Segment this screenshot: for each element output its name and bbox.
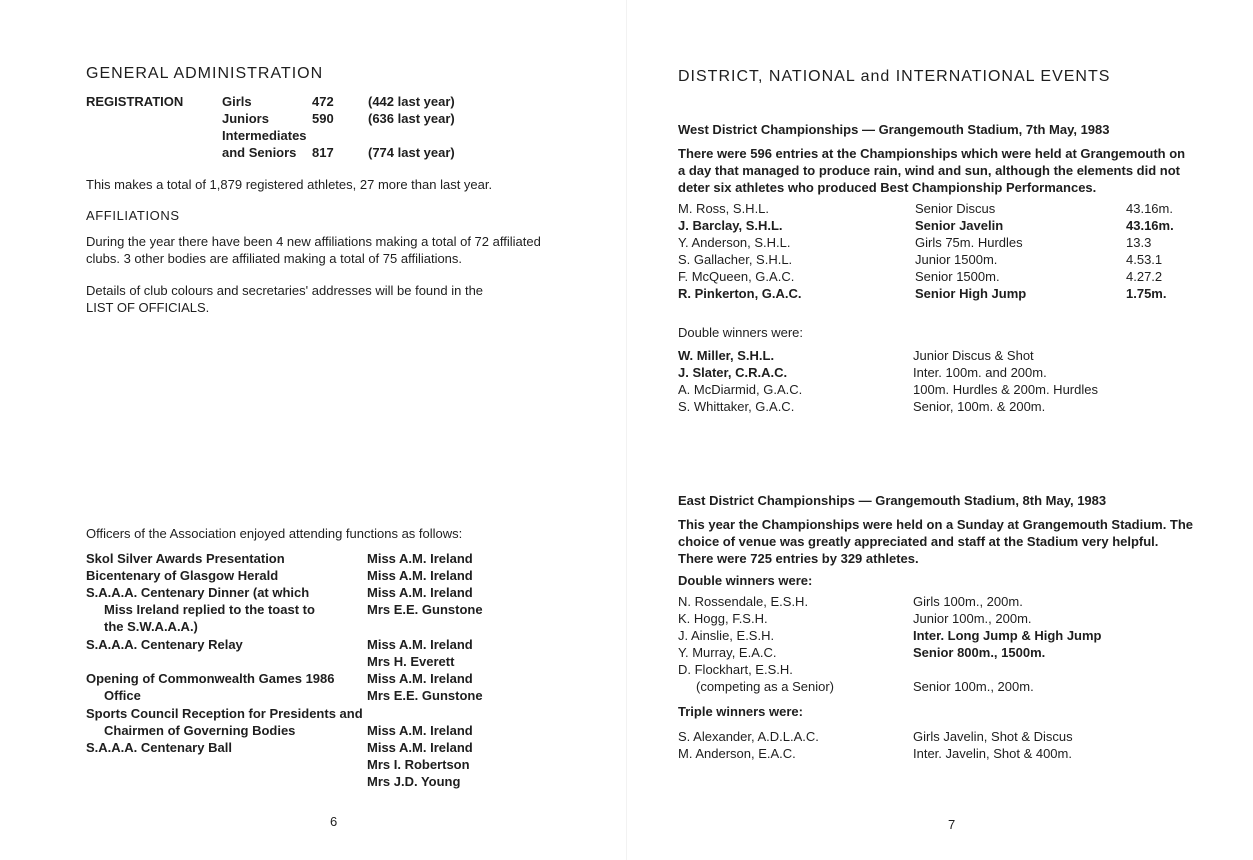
athlete-name: J. Ainslie, E.S.H. [678, 628, 775, 643]
athlete-name: Y. Murray, E.A.C. [678, 645, 777, 660]
officer-name: Mrs I. Robertson [367, 757, 470, 772]
page-number: 6 [330, 814, 338, 829]
function-name: Miss Ireland replied to the toast to [104, 602, 315, 617]
function-name: Sports Council Reception for Presidents and [86, 706, 363, 721]
performance-mark: 43.16m. [1126, 201, 1173, 216]
left-page [0, 0, 626, 860]
registration-last-year: (636 last year) [368, 111, 455, 126]
registration-category: and Seniors [222, 145, 297, 160]
athlete-name: Y. Anderson, S.H.L. [678, 235, 791, 250]
triple-winners-heading: Triple winners were: [678, 704, 803, 719]
event-name: Girls 100m., 200m. [913, 594, 1023, 609]
affiliations-heading: AFFILIATIONS [86, 208, 180, 223]
athlete-name: R. Pinkerton, G.A.C. [678, 286, 802, 301]
affiliations-text-line: clubs. 3 other bodies are affiliated making a total of 75 affiliations. [86, 251, 463, 266]
athlete-note: (competing as a Senior) [696, 679, 835, 694]
function-name: Skol Silver Awards Presentation [86, 551, 285, 566]
officer-name: Mrs E.E. Gunstone [367, 688, 483, 703]
athlete-name: M. Anderson, E.A.C. [678, 746, 796, 761]
event-name: Senior 1500m. [915, 269, 1000, 284]
registration-category: Intermediates [222, 128, 307, 143]
east-text-line: choice of venue was greatly appreciated and staff at the Stadium very helpful. [678, 534, 1159, 549]
east-text-line: There were 725 entries by 329 athletes. [678, 551, 919, 566]
performance-mark: 43.16m. [1126, 218, 1174, 233]
event-name: 100m. Hurdles & 200m. Hurdles [913, 382, 1098, 397]
athlete-name: J. Slater, C.R.A.C. [678, 365, 788, 380]
officers-intro: Officers of the Association enjoyed attending functions as follows: [86, 526, 463, 541]
function-name: Bicentenary of Glasgow Herald [86, 568, 279, 583]
athlete-name: K. Hogg, F.S.H. [678, 611, 768, 626]
function-name: Office [104, 688, 141, 703]
west-text-line: a day that managed to produce rain, wind and sun, although the elements did not [678, 163, 1180, 178]
west-district-title: West District Championships — Grangemouth Stadium, 7th May, 1983 [678, 122, 1110, 137]
double-winners-heading: Double winners were: [678, 573, 813, 588]
officer-name: Miss A.M. Ireland [367, 740, 473, 755]
officer-name: Miss A.M. Ireland [367, 671, 473, 686]
athlete-name: J. Barclay, S.H.L. [678, 218, 783, 233]
event-name: Junior 100m., 200m. [913, 611, 1032, 626]
event-name: Senior, 100m. & 200m. [913, 399, 1046, 414]
details-text-line: LIST OF OFFICIALS. [86, 300, 210, 315]
athlete-name: A. McDiarmid, G.A.C. [678, 382, 803, 397]
athlete-name: M. Ross, S.H.L. [678, 201, 770, 216]
east-district-title: East District Championships — Grangemouth Stadium, 8th May, 1983 [678, 493, 1107, 508]
athlete-name: S. Gallacher, S.H.L. [678, 252, 793, 267]
event-name: Junior Discus & Shot [913, 348, 1034, 363]
officer-name: Miss A.M. Ireland [367, 585, 473, 600]
east-text-line: This year the Championships were held on a Sunday at Grangemouth Stadium. The [678, 517, 1194, 532]
event-name: Senior 800m., 1500m. [913, 645, 1046, 660]
function-name: Opening of Commonwealth Games 1986 [86, 671, 335, 686]
event-name: Inter. 100m. and 200m. [913, 365, 1047, 380]
details-text-line: Details of club colours and secretaries' addresses will be found in the [86, 283, 484, 298]
registration-last-year: (442 last year) [368, 94, 455, 109]
west-text-line: There were 596 entries at the Championships which were held at Grangemouth on [678, 146, 1186, 161]
registration-total: This makes a total of 1,879 registered athletes, 27 more than last year. [86, 177, 493, 192]
athlete-name: D. Flockhart, E.S.H. [678, 662, 793, 677]
athlete-name: S. Whittaker, G.A.C. [678, 399, 795, 414]
registration-last-year: (774 last year) [368, 145, 455, 160]
officer-name: Mrs H. Everett [367, 654, 455, 669]
athlete-name: W. Miller, S.H.L. [678, 348, 775, 363]
performance-mark: 1.75m. [1126, 286, 1167, 301]
affiliations-text-line: During the year there have been 4 new affiliations making a total of 72 affiliated [86, 234, 541, 249]
function-name: S.A.A.A. Centenary Relay [86, 637, 243, 652]
registration-category: Girls [222, 94, 252, 109]
function-name: S.A.A.A. Centenary Dinner (at which [86, 585, 310, 600]
registration-count: 590 [312, 111, 334, 126]
athlete-name: F. McQueen, G.A.C. [678, 269, 795, 284]
page-number: 7 [948, 817, 956, 832]
right-page [626, 0, 1253, 860]
function-name: Chairmen of Governing Bodies [104, 723, 296, 738]
event-name: Senior High Jump [915, 286, 1027, 301]
officer-name: Mrs E.E. Gunstone [367, 602, 483, 617]
officer-name: Mrs J.D. Young [367, 774, 461, 789]
performance-mark: 4.27.2 [1126, 269, 1163, 284]
event-name: Inter. Long Jump & High Jump [913, 628, 1102, 643]
athlete-name: N. Rossendale, E.S.H. [678, 594, 809, 609]
events-heading: DISTRICT, NATIONAL and INTERNATIONAL EVENTS [678, 68, 1111, 85]
registration-count: 472 [312, 94, 334, 109]
officer-name: Miss A.M. Ireland [367, 637, 473, 652]
west-text-line: deter six athletes who produced Best Championship Performances. [678, 180, 1097, 195]
registration-count: 817 [312, 145, 334, 160]
event-name: Junior 1500m. [915, 252, 998, 267]
officer-name: Miss A.M. Ireland [367, 723, 473, 738]
registration-label: REGISTRATION [86, 94, 184, 109]
performance-mark: 13.3 [1126, 235, 1152, 250]
event-name: Inter. Javelin, Shot & 400m. [913, 746, 1072, 761]
double-winners-heading: Double winners were: [678, 325, 804, 340]
registration-category: Juniors [222, 111, 269, 126]
function-name: S.A.A.A. Centenary Ball [86, 740, 232, 755]
event-name: Senior 100m., 200m. [913, 679, 1034, 694]
performance-mark: 4.53.1 [1126, 252, 1163, 267]
athlete-name: S. Alexander, A.D.L.A.C. [678, 729, 819, 744]
event-name: Senior Javelin [915, 218, 1004, 233]
function-name: the S.W.A.A.A.) [104, 619, 198, 634]
event-name: Girls 75m. Hurdles [915, 235, 1023, 250]
officer-name: Miss A.M. Ireland [367, 568, 473, 583]
event-name: Senior Discus [915, 201, 996, 216]
general-administration-heading: GENERAL ADMINISTRATION [86, 65, 324, 82]
event-name: Girls Javelin, Shot & Discus [913, 729, 1073, 744]
officer-name: Miss A.M. Ireland [367, 551, 473, 566]
